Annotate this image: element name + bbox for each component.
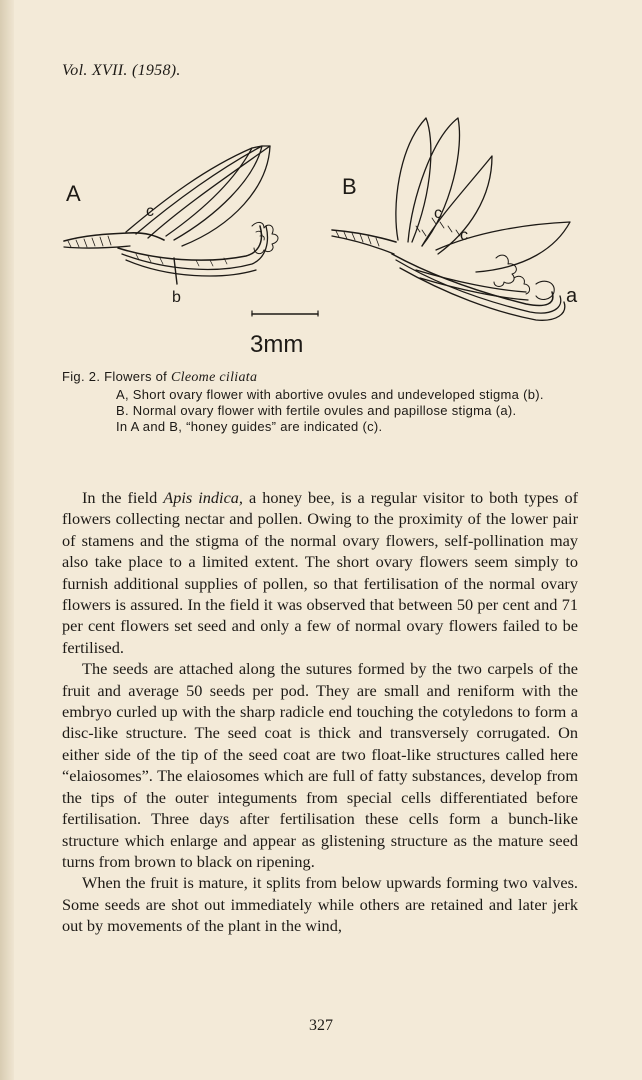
flower-a-drawing — [64, 146, 278, 284]
body-text — [62, 487, 578, 937]
caption-title-line — [62, 369, 582, 386]
figure-caption — [62, 369, 582, 435]
flower-b-drawing — [332, 118, 570, 320]
figure-label-c-b2: c — [460, 227, 468, 244]
paragraph-3: When the fruit is mature, it splits from below upwards forming two valves. Some seeds are shot out immediately while others are retained and later jerk out by movements of the plant in the wind, — [62, 873, 578, 936]
figure-illustration — [56, 108, 596, 370]
caption-item-a: A, Short ovary flower with abortive ovules and undeveloped stigma (b). — [116, 387, 544, 402]
caption-title: Fig. 2. Flowers of — [62, 369, 172, 384]
figure-flower-drawings — [56, 108, 596, 370]
p1-lead: In the field — [82, 488, 164, 507]
paragraph-1 — [62, 487, 578, 658]
figure-label-b-small: b — [172, 289, 181, 306]
caption-note: In A and B, “honey guides” are indicated (c). — [116, 419, 383, 434]
figure-label-a: A — [66, 181, 81, 206]
scale-label: 3mm — [250, 331, 304, 358]
running-head: Vol. XVII. (1958). — [62, 62, 181, 79]
figure-label-a-small: a — [566, 285, 578, 307]
page-number: 327 — [309, 1017, 333, 1034]
caption-species: Cleome ciliata — [171, 370, 258, 385]
caption-item-b: B. Normal ovary flower with fertile ovules and papillose stigma (a). — [116, 403, 517, 418]
figure-label-b: B — [342, 174, 357, 199]
figure-label-c-a: c — [146, 203, 154, 220]
p1-rest: a honey bee, is a regular visitor to both types of flowers collecting nectar and pollen. Owing to the proximity of the lower pair of stamens and the stigma of the normal ovary flowers, self-pollination may also take place to a limited extent. The short ovary flowers seem simply to furnish additional supplies of pollen, so that fertilisation of the normal ovary flowers is assured. In the field it was observed that between 50 per cent and 71 per cent flowers set seed and only a few of normal ovary flowers failed to be fertilised. — [62, 488, 579, 657]
page-edge-shadow — [0, 0, 14, 1080]
p1-species: Apis indica, — [163, 488, 244, 507]
paragraph-2: The seeds are attached along the sutures formed by the two carpels of the fruit and average 50 seeds per pod. They are small and reniform with the embryo curled up with the sharp radicle end touching the cotyledons to form a disc-like structure. The seed coat is thick and transversely corrugated. On either side of the tip of the seed coat are two float-like structures called here “elaiosomes”. The elaiosomes which are full of fatty substances, develop from the tips of the outer integuments from special cells differentiated before fertilisation. Three days after fertilisation these cells form a bunch-like structure which enlarge and appear as glistening structure as the mature seed turns from brown to black on ripening. — [62, 659, 578, 871]
figure-label-c-b1: c — [434, 205, 442, 222]
